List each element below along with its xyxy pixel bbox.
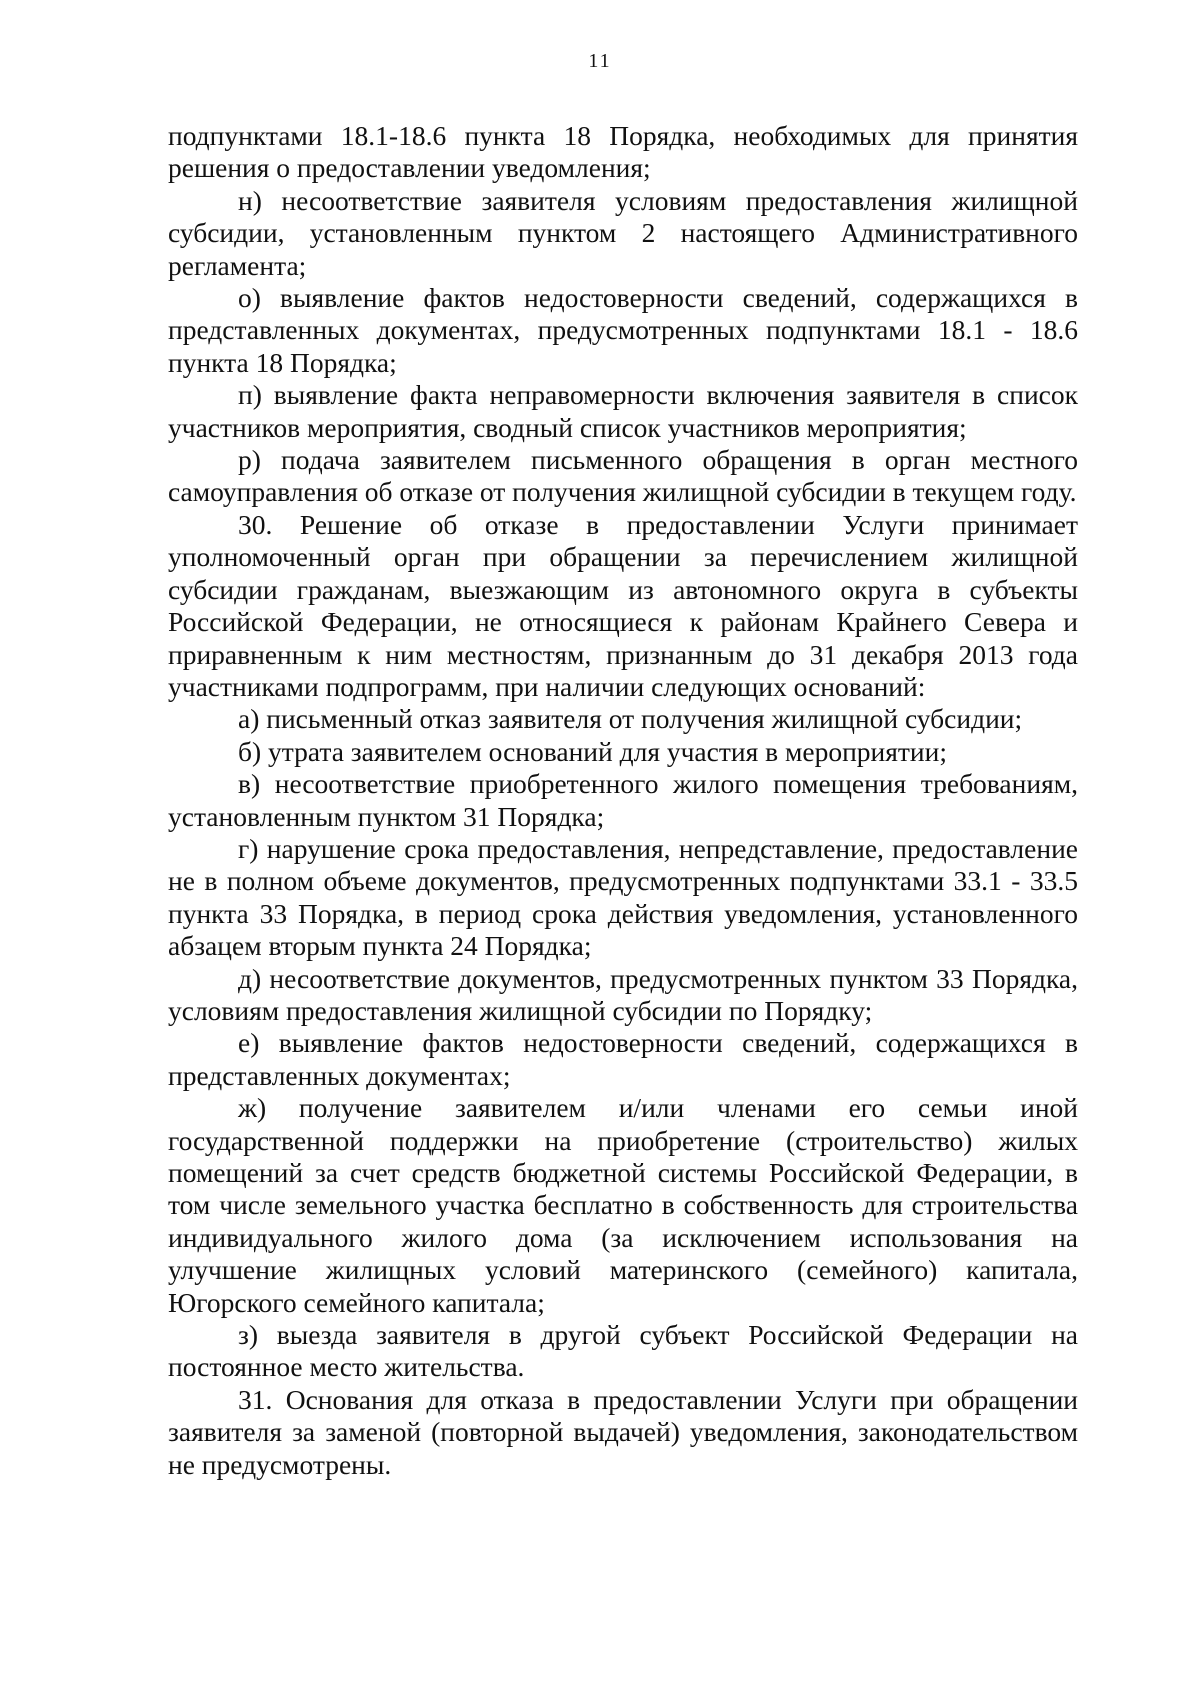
paragraph-section-31: 31. Основания для отказа в предоставлении Услуги при обращении заявителя за заменой (повторной выдачей) уведомления, законодательством не предусмотрены. — [168, 1383, 1078, 1480]
paragraph-section-30: 30. Решение об отказе в предоставлении Услуги принимает уполномоченный орган при обращении за перечислением жилищной субсидии гражданам, выезжающим из автономного округа в субъекты Российской Федерации, не относящиеся к районам Крайнего Севера и приравненным к ним местностям, признанным до 31 декабря 2013 года участниками подпрограмм, при наличии следующих оснований: — [168, 508, 1078, 702]
paragraph-item-r: р) подача заявителем письменного обращения в орган местного самоуправления об отказе от получения жилищной субсидии в текущем году. — [168, 444, 1078, 508]
paragraph-item-n: н) несоответствие заявителя условиям предоставления жилищной субсидии, установленным пунктом 2 настоящего Административного регламента; — [168, 184, 1078, 281]
paragraph-item-d: д) несоответствие документов, предусмотренных пунктом 33 Порядка, условиям предоставления жилищной субсидии по Порядку; — [168, 962, 1078, 1026]
paragraph-continuation: подпунктами 18.1-18.6 пункта 18 Порядка, необходимых для принятия решения о предоставлении уведомления; — [168, 120, 1078, 184]
document-body — [168, 120, 1078, 1481]
paragraph-item-p: п) выявление факта неправомерности включения заявителя в список участников мероприятия, сводный список участников мероприятия; — [168, 379, 1078, 443]
paragraph-item-o: о) выявление фактов недостоверности сведений, содержащихся в представленных документах, предусмотренных подпунктами 18.1 - 18.6 пункта 18 Порядка; — [168, 282, 1078, 378]
paragraph-item-b: б) утрата заявителем оснований для участия в мероприятии; — [238, 735, 947, 767]
page-number: 11 — [588, 50, 612, 72]
paragraph-item-v: в) несоответствие приобретенного жилого помещения требованиям, установленным пунктом 31 Порядка; — [168, 768, 1078, 832]
paragraph-item-z: з) выезда заявителя в другой субъект Российской Федерации на постоянное место жительства. — [168, 1319, 1078, 1383]
paragraph-item-g: г) нарушение срока предоставления, непредставление, предоставление не в полном объеме документов, предусмотренных подпунктами 33.1 - 33.5 пункта 33 Порядка, в период срока действия уведомления, установленного абзацем вторым пункта 24 Порядка; — [168, 832, 1078, 962]
paragraph-item-a: а) письменный отказ заявителя от получения жилищной субсидии; — [238, 703, 1023, 735]
paragraph-item-e: е) выявление фактов недостоверности сведений, содержащихся в представленных документах; — [168, 1027, 1078, 1091]
paragraph-item-zh: ж) получение заявителем и/или членами его семьи иной государственной поддержки на приобретение (строительство) жилых помещений за счет средств бюджетной системы Российской Федерации, в том числе земельного участка бесплатно в собственность для строительства индивидуального жилого дома (за исключением использования на улучшение жилищных условий материнского (семейного) капитала, Югорского семейного капитала; — [168, 1092, 1078, 1318]
